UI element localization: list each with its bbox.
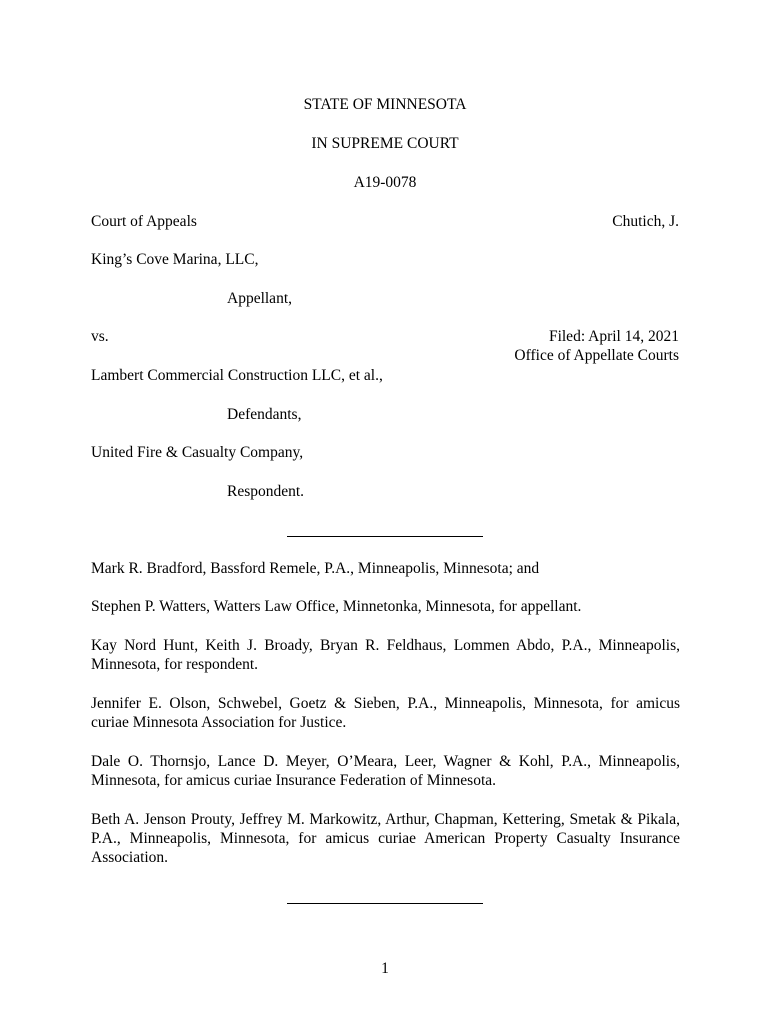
separator-line	[287, 536, 483, 537]
court-heading: IN SUPREME COURT	[311, 135, 459, 152]
filed-date: Filed: April 14, 2021	[548, 328, 679, 345]
respondent-role: Respondent.	[227, 483, 305, 500]
counsel-paragraph: Dale O. Thornsjo, Lance D. Meyer, O’Meara, Leer, Wagner & Kohl, P.A., Minneapolis, Minnesota, for amicus curiae Insurance Federation of Minnesota.	[91, 753, 680, 789]
filing-office: Office of Appellate Courts	[514, 347, 679, 364]
authoring-judge: Chutich, J.	[612, 213, 679, 230]
counsel-paragraph: Beth A. Jenson Prouty, Jeffrey M. Markowitz, Arthur, Chapman, Kettering, Smetak & Pikala, P.A., Minneapolis, Minnesota, for amicus curiae American Property Casualty Insurance Association.	[91, 811, 680, 866]
versus: vs.	[91, 328, 109, 345]
appellant-role: Appellant,	[227, 290, 292, 307]
separator-line	[287, 903, 483, 904]
counsel-paragraph: Kay Nord Hunt, Keith J. Broady, Bryan R. Feldhaus, Lommen Abdo, P.A., Minneapolis, Minnesota, for respondent.	[91, 637, 680, 673]
page-number: 1	[381, 960, 389, 977]
respondent-name: United Fire & Casualty Company,	[91, 444, 304, 461]
docket-number: A19-0078	[353, 174, 417, 191]
defendants-name: Lambert Commercial Construction LLC, et al.,	[91, 367, 383, 384]
counsel-paragraph: Mark R. Bradford, Bassford Remele, P.A., Minneapolis, Minnesota; and	[91, 560, 540, 577]
state-heading: STATE OF MINNESOTA	[303, 96, 467, 113]
lower-court: Court of Appeals	[91, 213, 197, 230]
counsel-paragraph: Jennifer E. Olson, Schwebel, Goetz & Sieben, P.A., Minneapolis, Minnesota, for amicus curiae Minnesota Association for Justice.	[91, 695, 680, 731]
defendants-role: Defendants,	[227, 406, 302, 423]
appellant-name: King’s Cove Marina, LLC,	[91, 251, 259, 268]
counsel-paragraph: Stephen P. Watters, Watters Law Office, Minnetonka, Minnesota, for appellant.	[91, 598, 582, 615]
